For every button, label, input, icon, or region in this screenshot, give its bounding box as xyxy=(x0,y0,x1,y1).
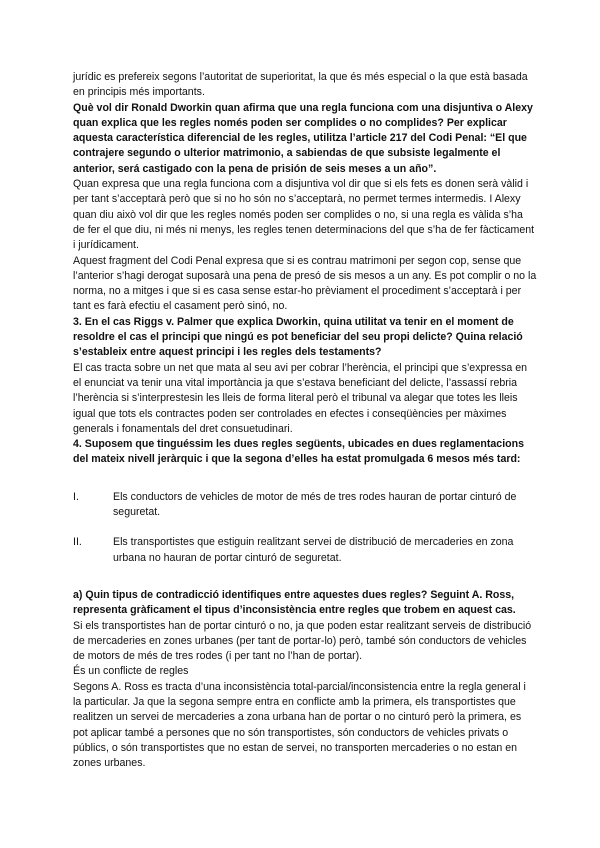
rule-text: Els transportistes que estiguin realitzant servei de distribució de mercaderies en zona urbana no hauran de portar cinturó de seguretat. xyxy=(113,536,514,564)
rule-number: I. xyxy=(73,490,79,503)
answer-paragraph: Aquest fragment del Codi Penal expresa que si es contrau matrimoni per segon cop, sense que l’anterior s’hagi derogat suposarà una pena de presó de sis mesos a un any. Es pot complir o no la norma, no a mitges i que si es casa sense estar-ho prèviament el procediment s’acceptarà i per tant es farà efectiu el casament però sinó, no. xyxy=(73,254,537,313)
question-heading: 3. En el cas Riggs v. Palmer que explica Dworkin, quina utilitat va tenir en el moment de resoldre el cas el principi que ningú es pot beneficiar del seu propi delicte? Quina relació s’estableix entre aquest principi i les regles dels testaments? xyxy=(73,315,523,359)
answer-paragraph: Segons A. Ross es tracta d’una inconsistència total-parcial/inconsistencia entre la regla general i la particular. Ja que la segona sempre entra en conflicte amb la primera, els transportistes que realitzen un servei de mercaderies a zona urbana han de portar o no cinturó però la primera, es pot aplicar també a persones que no són transportistes, són conductors de vehicles privats o públics, o són transportistes que no estan de servei, no transporten mercaderies o no estan en zones urbanes. xyxy=(73,680,526,770)
answer-paragraph: jurídic es prefereix segons l’autoritat de superioritat, la que és més especial o la que està basada en principis més importants. xyxy=(73,71,528,99)
rule-item xyxy=(73,535,537,566)
question-heading: Què vol dir Ronald Dworkin quan afirma que una regla funciona com una disjuntiva o Alexy quan explica que les regles només poden ser complides o no complides? Per explicar aquesta característica diferencial de les regles, utilitza l’article 217 del Codi Penal: “El que contrajere segundo o ulterior matrimonio, a sabiendas de que subsiste legalmente el anterior, será castigado con la pena de prisión de seis meses a un año”. xyxy=(73,101,533,175)
spacer xyxy=(73,468,537,490)
spacer xyxy=(73,566,537,588)
question-heading: 4. Suposem que tinguéssim les dues regles següents, ubicades en dues reglamentacions del mateix nivell jeràrquic i que la segona d’elles ha estat promulgada 6 mesos més tard: xyxy=(73,438,524,466)
answer-paragraph: El cas tracta sobre un net que mata al seu avi per cobrar l’herència, el principi que s’expressa en el enunciat va tenir una vital importància ja que s’estava beneficiant del delicte, l’assassí rebria l’herència si s’interprestesin les lleis de forma literal però el tribunal va alegar que totes les lleis igual que tots els contractes poden ser controlades en efectes i conseqüències per màximes generals i fonamentals del dret consuetudinari. xyxy=(73,361,528,435)
answer-paragraph: Quan expresa que una regla funciona com a disjuntiva vol dir que si els fets es donen serà vàlid i per tant s’acceptarà però que si no ho són no s’acceptarà, no permet termes intermedis. I Alexy quan diu això vol dir que les regles només poden ser complides o no, si una regla es vàlida s’ha de fer el que diu, ni més ni menys, les regles tenen determinacions del que s’ha de fer fàcticament i jurídicament. xyxy=(73,178,535,252)
rule-item xyxy=(73,490,537,521)
document-body xyxy=(73,70,537,771)
answer-paragraph: És un conflicte de regles xyxy=(73,665,189,678)
question-heading: a) Quin tipus de contradicció identifiques entre aquestes dues regles? Seguint A. Ross, representa gràficament el tipus d’inconsistència entre regles que trobem en aquest cas. xyxy=(73,588,516,617)
rule-number: II. xyxy=(73,536,82,549)
rule-text: Els conductors de vehicles de motor de més de tres rodes hauran de portar cinturó de seguretat. xyxy=(113,490,517,519)
answer-paragraph: Si els transportistes han de portar cinturó o no, ja que poden estar realitzant serveis de distribució de mercaderies en zones urbanes (per tant de portar-lo) però, també són conductors de vehicles de motors de més de tres rodes (i per tant no l’han de portar). xyxy=(73,619,532,663)
spacer xyxy=(73,520,537,535)
